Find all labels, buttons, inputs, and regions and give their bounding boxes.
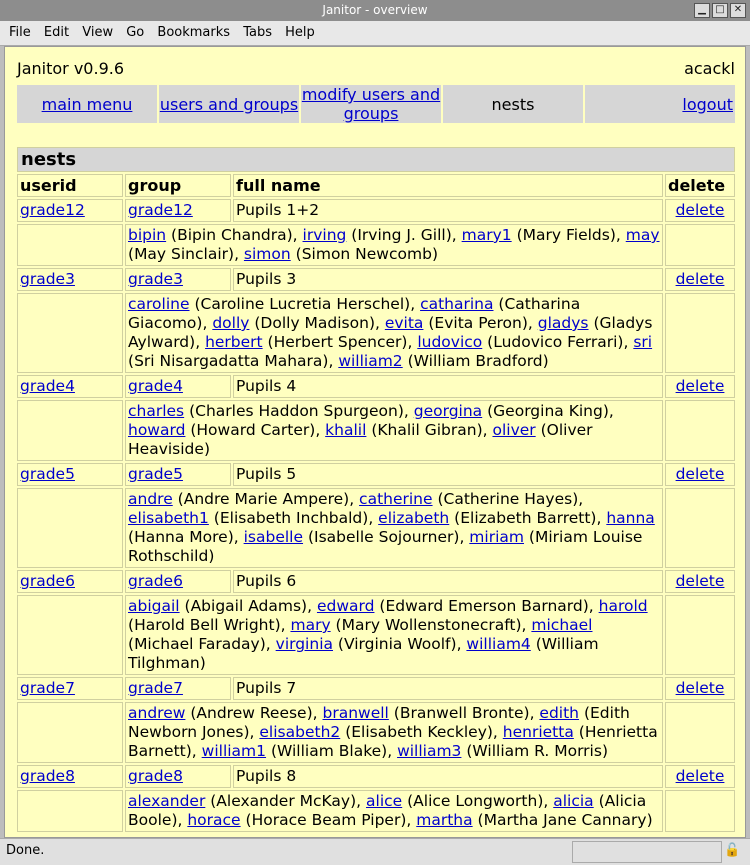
- member-fullname: Andre Marie Ampere: [183, 490, 344, 508]
- members-cell: alexander (Alexander McKay), alice (Alice Longworth), alicia (Alicia Boole), horace (Horace Beam Piper), martha (Martha Jane Cannary): [125, 790, 663, 832]
- members-cell: abigail (Abigail Adams), edward (Edward Emerson Barnard), harold (Harold Bell Wright), mary (Mary Wollenstonecraft), michael (Michael Faraday), virginia (Virginia Woolf), william4 (William Tilghman): [125, 595, 663, 675]
- table-body: [17, 199, 735, 832]
- member-fullname: Ludovico Ferrari: [493, 333, 618, 351]
- member-link[interactable]: alicia: [553, 792, 594, 810]
- member-link[interactable]: herbert: [205, 333, 263, 351]
- userid-link[interactable]: grade3: [20, 270, 75, 288]
- empty-cell: [665, 293, 735, 373]
- member-link[interactable]: elisabeth2: [259, 723, 341, 741]
- modify-users-link[interactable]: modify users and groups: [301, 85, 441, 123]
- member-link[interactable]: michael: [531, 616, 593, 634]
- member-fullname: Catherine Hayes: [443, 490, 573, 508]
- table-row: [17, 199, 735, 222]
- full-name-cell: Pupils 6: [233, 570, 663, 593]
- members-cell: charles (Charles Haddon Spurgeon), georgina (Georgina King), howard (Howard Carter), khalil (Khalil Gibran), oliver (Oliver Heaviside): [125, 400, 663, 461]
- empty-cell: [665, 702, 735, 763]
- member-fullname: Mary Fields: [522, 226, 610, 244]
- member-fullname: Alice Longworth: [413, 792, 538, 810]
- member-link[interactable]: andrew: [128, 704, 186, 722]
- member-link[interactable]: evita: [384, 314, 424, 332]
- delete-link[interactable]: delete: [675, 679, 725, 697]
- member-link[interactable]: catherine: [359, 490, 433, 508]
- member-fullname: Andrew Reese: [196, 704, 307, 722]
- member-link[interactable]: henrietta: [502, 723, 574, 741]
- member-fullname: William Tilghman: [128, 635, 599, 672]
- member-fullname: Elizabeth Barrett: [460, 509, 591, 527]
- table-row: [17, 677, 735, 700]
- empty-cell: [665, 595, 735, 675]
- nav-bar: [15, 83, 737, 125]
- current-user: acackl: [684, 59, 735, 78]
- members-cell: bipin (Bipin Chandra), irving (Irving J. Gill), mary1 (Mary Fields), may (May Sinclair), simon (Simon Newcomb): [125, 224, 663, 266]
- member-link[interactable]: abigail: [128, 597, 180, 615]
- member-link[interactable]: isabelle: [243, 528, 304, 546]
- group-link[interactable]: grade5: [128, 465, 183, 483]
- member-link[interactable]: elisabeth1: [128, 509, 209, 527]
- group-link[interactable]: grade4: [128, 377, 183, 395]
- delete-link[interactable]: delete: [675, 377, 725, 395]
- member-fullname: Elisabeth Inchbald: [219, 509, 363, 527]
- member-link[interactable]: gladys: [537, 314, 589, 332]
- userid-link[interactable]: grade4: [20, 377, 75, 395]
- member-fullname: Evita Peron: [434, 314, 522, 332]
- menu-edit[interactable]: Edit: [43, 25, 70, 40]
- members-row: [17, 224, 735, 266]
- delete-link[interactable]: delete: [675, 201, 725, 219]
- empty-cell: [17, 790, 123, 832]
- member-fullname: Virginia Woolf: [343, 635, 451, 653]
- page-content: [4, 46, 746, 838]
- close-icon[interactable]: ✕: [730, 3, 746, 18]
- member-fullname: Harold Bell Wright: [134, 616, 275, 634]
- member-fullname: Mary Wollenstonecraft: [341, 616, 516, 634]
- table-row: [17, 268, 735, 291]
- member-fullname: Michael Faraday: [134, 635, 260, 653]
- members-row: [17, 595, 735, 675]
- progress-panel: [572, 841, 722, 863]
- members-row: [17, 702, 735, 763]
- header-delete: delete: [665, 174, 735, 197]
- member-fullname: Edith Newborn Jones: [128, 704, 630, 741]
- members-row: [17, 790, 735, 832]
- userid-link[interactable]: grade6: [20, 572, 75, 590]
- delete-link[interactable]: delete: [675, 767, 725, 785]
- empty-cell: [17, 224, 123, 266]
- lock-icon: 🔓: [724, 843, 741, 858]
- userid-link[interactable]: grade8: [20, 767, 75, 785]
- members-row: [17, 488, 735, 568]
- member-link[interactable]: horace: [187, 811, 241, 829]
- members-cell: andrew (Andrew Reese), branwell (Branwell Bronte), edith (Edith Newborn Jones), elisabeth2 (Elisabeth Keckley), henrietta (Henrietta Barnett), william1 (William Blake), william3 (William R. Morris): [125, 702, 663, 763]
- empty-cell: [17, 488, 123, 568]
- member-link[interactable]: caroline: [128, 295, 190, 313]
- delete-link[interactable]: delete: [675, 465, 725, 483]
- members-cell: caroline (Caroline Lucretia Herschel), catharina (Catharina Giacomo), dolly (Dolly Madison), evita (Evita Peron), gladys (Gladys Aylward), herbert (Herbert Spencer), ludovico (Ludovico Ferrari), sri (Sri Nisargadatta Mahara), william2 (William Bradford): [125, 293, 663, 373]
- menu-bookmarks[interactable]: Bookmarks: [157, 25, 231, 40]
- member-link[interactable]: william1: [201, 742, 267, 760]
- empty-cell: [665, 488, 735, 568]
- member-link[interactable]: catharina: [420, 295, 494, 313]
- member-link[interactable]: branwell: [322, 704, 389, 722]
- table-row: [17, 765, 735, 788]
- full-name-cell: Pupils 8: [233, 765, 663, 788]
- member-link[interactable]: william4: [466, 635, 531, 653]
- userid-link[interactable]: grade7: [20, 679, 75, 697]
- empty-cell: [17, 595, 123, 675]
- logout-link[interactable]: logout: [682, 94, 733, 114]
- full-name-cell: Pupils 5: [233, 463, 663, 486]
- menu-bar: [0, 21, 750, 46]
- full-name-cell: Pupils 7: [233, 677, 663, 700]
- empty-cell: [17, 702, 123, 763]
- userid-link[interactable]: grade5: [20, 465, 75, 483]
- member-link[interactable]: mary: [290, 616, 331, 634]
- member-link[interactable]: elizabeth: [378, 509, 450, 527]
- member-link[interactable]: mary1: [461, 226, 512, 244]
- member-fullname: Simon Newcomb: [301, 245, 432, 263]
- member-fullname: William Blake: [277, 742, 382, 760]
- member-fullname: Elisabeth Keckley: [351, 723, 487, 741]
- member-fullname: Henrietta Barnett: [128, 723, 658, 760]
- delete-link[interactable]: delete: [675, 572, 725, 590]
- member-fullname: Khalil Gibran: [377, 421, 477, 439]
- member-fullname: Gladys Aylward: [128, 314, 653, 351]
- member-link[interactable]: alice: [366, 792, 403, 810]
- member-fullname: Caroline Lucretia Herschel: [200, 295, 405, 313]
- member-link[interactable]: howard: [128, 421, 186, 439]
- member-fullname: Alicia Boole: [128, 792, 647, 829]
- table-row: [17, 375, 735, 398]
- empty-cell: [665, 400, 735, 461]
- members-cell: andre (Andre Marie Ampere), catherine (Catherine Hayes), elisabeth1 (Elisabeth Inchbald), elizabeth (Elizabeth Barrett), hanna (Hanna More), isabelle (Isabelle Sojourner), miriam (Miriam Louise Rothschild): [125, 488, 663, 568]
- member-link[interactable]: khalil: [325, 421, 367, 439]
- member-link[interactable]: virginia: [275, 635, 333, 653]
- minimize-icon[interactable]: ▁: [694, 3, 710, 18]
- window-title: Janitor - overview: [322, 3, 428, 17]
- member-link[interactable]: bipin: [128, 226, 167, 244]
- member-link[interactable]: georgina: [413, 402, 483, 420]
- member-link[interactable]: william3: [397, 742, 462, 760]
- member-link[interactable]: dolly: [212, 314, 250, 332]
- menu-view[interactable]: View: [82, 25, 114, 40]
- delete-link[interactable]: delete: [675, 270, 725, 288]
- member-fullname: Branwell Bronte: [399, 704, 524, 722]
- member-link[interactable]: charles: [128, 402, 185, 420]
- member-fullname: Abigail Adams: [190, 597, 302, 615]
- group-link[interactable]: grade3: [128, 270, 183, 288]
- group-link[interactable]: grade8: [128, 767, 183, 785]
- status-bar: [0, 838, 750, 865]
- member-fullname: Georgina King: [493, 402, 603, 420]
- empty-cell: [665, 790, 735, 832]
- member-link[interactable]: sri: [633, 333, 653, 351]
- header-full-name: full name: [233, 174, 663, 197]
- status-text: Done.: [6, 843, 45, 858]
- full-name-cell: Pupils 1+2: [233, 199, 663, 222]
- header-userid: userid: [17, 174, 123, 197]
- table-row: [17, 570, 735, 593]
- member-fullname: Hanna More: [134, 528, 228, 546]
- member-fullname: Edward Emerson Barnard: [385, 597, 583, 615]
- empty-cell: [665, 224, 735, 266]
- member-fullname: Sri Nisargadatta Mahara: [134, 352, 323, 370]
- main-menu-link[interactable]: main menu: [41, 94, 133, 114]
- table-row: [17, 463, 735, 486]
- member-link[interactable]: may: [625, 226, 660, 244]
- group-link[interactable]: grade7: [128, 679, 183, 697]
- nests-current: nests: [491, 94, 535, 114]
- member-fullname: Bipin Chandra: [177, 226, 287, 244]
- member-link[interactable]: martha: [416, 811, 473, 829]
- member-fullname: Herbert Spencer: [273, 333, 402, 351]
- group-link[interactable]: grade12: [128, 201, 193, 219]
- member-fullname: Horace Beam Piper: [251, 811, 401, 829]
- nests-table: [15, 145, 737, 834]
- member-fullname: Dolly Madison: [260, 314, 369, 332]
- table-caption: nests: [17, 147, 735, 172]
- app-name: Janitor v0.9.6: [17, 59, 125, 78]
- empty-cell: [17, 293, 123, 373]
- member-fullname: Catharina Giacomo: [128, 295, 581, 332]
- window-titlebar: [0, 0, 750, 21]
- member-link[interactable]: alexander: [128, 792, 206, 810]
- users-groups-link[interactable]: users and groups: [159, 94, 299, 114]
- userid-link[interactable]: grade12: [20, 201, 85, 219]
- full-name-cell: Pupils 3: [233, 268, 663, 291]
- member-fullname: Martha Jane Cannary: [483, 811, 647, 829]
- member-link[interactable]: andre: [128, 490, 173, 508]
- member-link[interactable]: william2: [338, 352, 403, 370]
- member-fullname: Charles Haddon Spurgeon: [195, 402, 398, 420]
- member-fullname: William R. Morris: [472, 742, 602, 760]
- members-row: [17, 400, 735, 461]
- member-link[interactable]: oliver: [492, 421, 536, 439]
- member-fullname: Oliver Heaviside: [128, 421, 593, 458]
- member-link[interactable]: irving: [302, 226, 347, 244]
- member-fullname: Miriam Louise Rothschild: [128, 528, 643, 565]
- app-header: [17, 59, 735, 78]
- full-name-cell: Pupils 4: [233, 375, 663, 398]
- menu-go[interactable]: Go: [126, 25, 145, 40]
- member-fullname: Howard Carter: [196, 421, 310, 439]
- member-link[interactable]: edward: [316, 597, 375, 615]
- member-link[interactable]: harold: [598, 597, 648, 615]
- member-fullname: May Sinclair: [134, 245, 229, 263]
- member-fullname: Irving J. Gill: [357, 226, 446, 244]
- member-fullname: Alexander McKay: [216, 792, 351, 810]
- member-link[interactable]: simon: [243, 245, 291, 263]
- member-link[interactable]: hanna: [606, 509, 655, 527]
- empty-cell: [17, 400, 123, 461]
- member-link[interactable]: edith: [539, 704, 580, 722]
- header-group: group: [125, 174, 231, 197]
- member-link[interactable]: ludovico: [417, 333, 483, 351]
- members-row: [17, 293, 735, 373]
- group-link[interactable]: grade6: [128, 572, 183, 590]
- menu-tabs[interactable]: Tabs: [243, 25, 272, 40]
- member-fullname: Isabelle Sojourner: [314, 528, 454, 546]
- maximize-icon[interactable]: □: [712, 3, 728, 18]
- menu-file[interactable]: File: [9, 25, 31, 40]
- menu-help[interactable]: Help: [285, 25, 315, 40]
- member-link[interactable]: miriam: [469, 528, 524, 546]
- member-fullname: William Bradford: [413, 352, 543, 370]
